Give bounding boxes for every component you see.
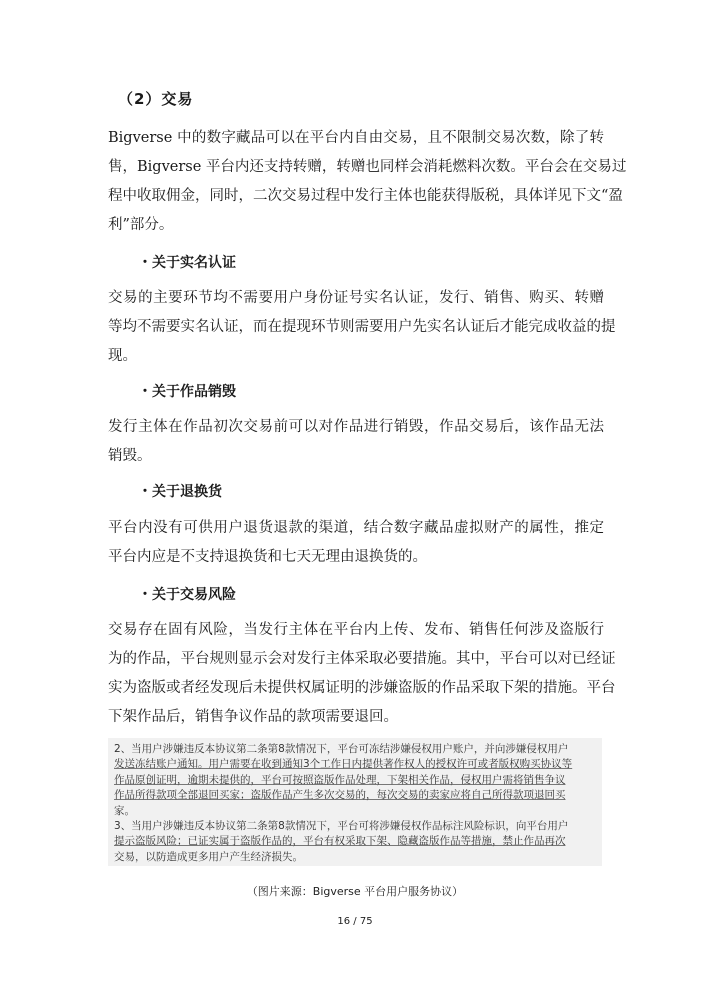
paragraph-line: 交易存在固有风险，当发行主体在平台内上传、发布、销售任何涉及盗版行 bbox=[108, 622, 604, 638]
paragraph-line: 售，Bigverse 平台内还支持转赠，转赠也同样会消耗燃料次数。平台会在交易过 bbox=[108, 159, 627, 175]
quote-line: 2、当用户涉嫌违反本协议第二条第8款情况下，平台可冻结涉嫌侵权用户账户，并向涉嫌侵权用户 bbox=[114, 743, 569, 755]
paragraph-line: 发行主体在作品初次交易前可以对作品进行销毁，作品交易后，该作品无法 bbox=[108, 419, 604, 435]
quoted-agreement-excerpt bbox=[108, 738, 602, 866]
paragraph-line: 现。 bbox=[108, 348, 137, 364]
paragraph-refund bbox=[108, 514, 604, 572]
quote-line: 家。 bbox=[114, 804, 135, 817]
paragraph-line: 实为盗版或者经发现后未提供权属证明的涉嫌盗版的作品采取下架的措施。平台 bbox=[108, 680, 616, 696]
page-number: 16 / 75 bbox=[337, 916, 373, 927]
bullet-heading-destroy: ・关于作品销毁 bbox=[138, 384, 236, 400]
quote-line: 作品所得款项全部退回买家；盗版作品产生多次交易的，每次交易的卖家应将自己所得款项退回买 bbox=[114, 789, 566, 802]
quote-line: 3、当用户涉嫌违反本协议第二条第8款情况下，平台可将涉嫌侵权作品标注风险标识，向平台用户 bbox=[114, 820, 569, 833]
section-title: （2）交易 bbox=[118, 90, 194, 108]
paragraph-line: 下架作品后，销售争议作品的款项需要退回。 bbox=[108, 709, 398, 725]
paragraph-line: 平台内应是不支持退换货和七天无理由退换货的。 bbox=[108, 549, 427, 565]
paragraph-line: 平台内没有可供用户退货退款的渠道，结合数字藏品虚拟财产的属性，推定 bbox=[108, 520, 604, 536]
paragraph-line: 利”部分。 bbox=[108, 217, 174, 233]
paragraph-line: 销毁。 bbox=[108, 448, 152, 464]
bullet-heading-realname: ・关于实名认证 bbox=[138, 255, 236, 271]
bullet-heading-refund: ・关于退换货 bbox=[138, 484, 222, 500]
paragraph-line: 程中收取佣金，同时，二次交易过程中发行主体也能获得版税，具体详见下文“盈 bbox=[108, 188, 623, 204]
bullet-heading-risk: ・关于交易风险 bbox=[138, 587, 236, 603]
image-caption: （图片来源：Bigverse 平台用户服务协议） bbox=[246, 885, 464, 898]
quote-line: 提示盗版风险；已证实属于盗版作品的，平台有权采取下架、隐藏盗版作品等措施，禁止作品再次 bbox=[114, 835, 566, 848]
paragraph-risk bbox=[108, 616, 616, 732]
paragraph-line: 为的作品，平台规则显示会对发行主体采取必要措施。其中，平台可以对已经证 bbox=[108, 651, 616, 667]
paragraph-trade bbox=[108, 124, 627, 240]
quote-line: 作品原创证明，逾期未提供的，平台可按照盗版作品处理，下架相关作品，侵权用户需将销售争议 bbox=[114, 773, 566, 786]
paragraph-realname bbox=[108, 284, 616, 371]
paragraph-line: Bigverse 中的数字藏品可以在平台内自由交易，且不限制交易次数，除了转 bbox=[108, 130, 604, 146]
paragraph-line: 交易的主要环节均不需要用户身份证号实名认证，发行、销售、购买、转赠 bbox=[108, 290, 604, 306]
quote-line: 交易，以防造成更多用户产生经济损失。 bbox=[114, 850, 303, 863]
quote-line: 发送冻结账户通知。用户需要在收到通知3个工作日内提供著作权人的授权许可或者版权购买协议等 bbox=[114, 758, 573, 771]
paragraph-line: 等均不需要实名认证，而在提现环节则需要用户先实名认证后才能完成收益的提 bbox=[108, 319, 616, 335]
paragraph-destroy bbox=[108, 413, 604, 471]
